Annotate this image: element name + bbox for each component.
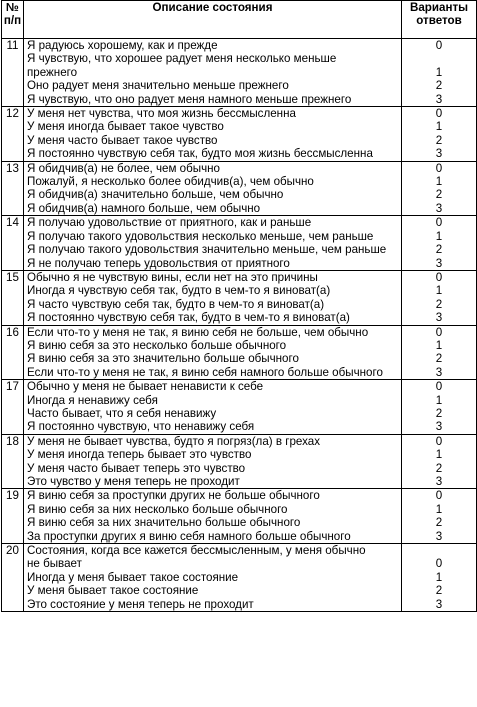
answer-option-value: 1 (435, 175, 443, 189)
question-row (2, 434, 477, 489)
answer-values (402, 161, 477, 216)
answer-option-text: не бывает (27, 557, 82, 571)
answer-descriptions (24, 270, 402, 325)
answer-option-text: Я получаю такого удовольствия значительно меньше, чем раньше (27, 243, 387, 257)
answer-descriptions (24, 380, 402, 435)
answer-option-value: 0 (435, 434, 443, 448)
answer-descriptions (24, 489, 402, 544)
answer-option-text: Состояния, когда все кажется бессмысленным, у меня обычно (27, 544, 366, 558)
answer-option-value: 2 (435, 461, 443, 475)
header-number (2, 1, 24, 39)
question-row (2, 107, 477, 162)
answer-descriptions (24, 107, 402, 162)
answer-option-text: Я чувствую, что оно радует меня намного меньше прежнего (27, 92, 352, 106)
answer-option-value: 3 (435, 529, 443, 543)
answer-option-text: У меня иногда теперь бывает это чувство (27, 448, 252, 462)
answer-option-value: 3 (435, 92, 443, 106)
question-row (2, 161, 477, 216)
answer-option-text: Иногда у меня бывает такое состояние (27, 570, 239, 584)
question-row (2, 380, 477, 435)
answer-option-text: Это состояние у меня теперь не проходит (27, 597, 254, 611)
question-row (2, 325, 477, 380)
answer-option-text: У меня бывает такое состояние (27, 584, 199, 598)
answer-descriptions (24, 325, 402, 380)
answer-option-value: 1 (435, 393, 443, 407)
answer-option-text: Я виню себя за это значительно больше обычного (27, 352, 299, 366)
question-number: 11 (2, 39, 24, 107)
answer-option-text: Это чувство у меня теперь не проходит (27, 475, 240, 488)
answer-descriptions (24, 39, 402, 107)
answer-option-text: Я радуюсь хорошему, как и прежде (27, 39, 218, 52)
answer-option-text: У меня не бывает чувства, будто я погряз(ла) в грехах (27, 434, 321, 448)
answer-option-value: 0 (435, 39, 443, 52)
answer-option-value: 2 (435, 133, 443, 147)
answer-option-value: 2 (435, 243, 443, 257)
answer-option-value: 3 (435, 256, 443, 270)
answer-option-text: Я постоянно чувствую себя так, будто в чем-то я виноват(а) (27, 311, 350, 325)
answer-option-value: 1 (435, 284, 443, 298)
answer-option-value: 0 (435, 557, 443, 571)
answer-option-value: 2 (435, 516, 443, 530)
answer-option-text: Я обидчив(а) значительно больше, чем обычно (27, 188, 284, 202)
question-row (2, 216, 477, 271)
answer-option-value: 3 (435, 147, 443, 161)
answer-values (402, 325, 477, 380)
question-number: 17 (2, 380, 24, 435)
answer-option-text: У меня часто бывает теперь это чувство (27, 461, 246, 475)
answer-option-value: 3 (435, 420, 443, 434)
answer-option-value: 0 (435, 380, 443, 394)
answer-option-value: 0 (435, 270, 443, 284)
answer-option-value: 2 (435, 188, 443, 202)
answer-values (402, 216, 477, 271)
question-row (2, 270, 477, 325)
answer-option-value: 1 (435, 120, 443, 134)
answer-option-text: Оно радует меня значительно меньше прежнего (27, 79, 289, 93)
question-number: 14 (2, 216, 24, 271)
answer-option-text: Я обидчив(а) намного больше, чем обычно (27, 201, 261, 215)
answer-option-text: Я не получаю теперь удовольствия от приятного (27, 256, 290, 270)
header-values-line1: Варианты (409, 1, 469, 14)
answer-value-spacer (402, 52, 476, 65)
answer-option-text: Иногда я ненавижу себя (27, 393, 158, 407)
answer-option-text: Обычно у меня не бывает ненависти к себе (27, 380, 264, 394)
answer-option-text: Часто бывает, что я себя ненавижу (27, 406, 217, 420)
answer-option-value: 2 (435, 297, 443, 311)
answer-option-value: 3 (435, 597, 443, 611)
question-number: 16 (2, 325, 24, 380)
answer-option-value: 0 (435, 216, 443, 230)
answer-option-text: У меня часто бывает такое чувство (27, 133, 218, 147)
answer-option-text: Я получаю удовольствие от приятного, как и раньше (27, 216, 312, 230)
table-header (2, 1, 477, 39)
answer-values (402, 270, 477, 325)
answer-values (402, 489, 477, 544)
answer-option-text: Иногда я чувствую себя так, будто в чем-то я виноват(а) (27, 284, 331, 298)
question-number: 18 (2, 434, 24, 489)
answer-option-value: 0 (435, 107, 443, 121)
question-row (2, 39, 477, 107)
answer-option-value: 0 (435, 489, 443, 503)
header-description: Описание состояния (24, 1, 402, 39)
question-row (2, 489, 477, 544)
questionnaire-table (1, 0, 477, 612)
answer-option-text: Я виню себя за них несколько больше обычного (27, 502, 288, 516)
question-number: 13 (2, 161, 24, 216)
header-values (402, 1, 477, 39)
answer-option-value: 2 (435, 584, 443, 598)
answer-descriptions (24, 161, 402, 216)
answer-option-text: Я виню себя за это несколько больше обычного (27, 338, 287, 352)
answer-descriptions (24, 434, 402, 489)
answer-option-text: Я постоянно чувствую себя так, будто моя жизнь бессмысленна (27, 147, 373, 161)
answer-option-text: Я часто чувствую себя так, будто в чем-то я виноват(а) (27, 297, 325, 311)
answer-option-text: Я виню себя за них значительно больше обычного (27, 516, 301, 530)
header-values-line2: ответов (416, 14, 462, 28)
answer-option-text: Я чувствую, что хорошее радует меня несколько меньше (27, 52, 337, 66)
answer-option-value: 2 (435, 406, 443, 420)
answer-option-value: 0 (435, 161, 443, 175)
answer-option-text: Я обидчив(а) не более, чем обычно (27, 161, 220, 175)
question-number: 20 (2, 544, 24, 612)
question-number: 12 (2, 107, 24, 162)
answer-option-value: 1 (435, 570, 443, 584)
answer-option-value: 1 (435, 502, 443, 516)
answer-option-value: 3 (435, 201, 443, 215)
answer-option-text: Если что-то у меня не так, я виню себя намного больше обычного (27, 365, 383, 379)
answer-option-text: У меня нет чувства, что моя жизнь бессмысленна (27, 107, 296, 121)
answer-descriptions (24, 216, 402, 271)
answer-option-text: Пожалуй, я несколько более обидчив(а), чем обычно (27, 175, 314, 189)
answer-option-text: Если что-то у меня не так, я виню себя не больше, чем обычно (27, 325, 369, 339)
answer-option-value: 3 (435, 365, 443, 379)
answer-values (402, 434, 477, 489)
table-body (2, 39, 477, 612)
answer-option-value: 2 (435, 352, 443, 366)
question-row (2, 544, 477, 612)
answer-option-value: 1 (435, 229, 443, 243)
answer-option-value: 3 (435, 311, 443, 325)
answer-option-value: 3 (435, 475, 443, 488)
answer-option-text: У меня иногда бывает такое чувство (27, 120, 224, 134)
header-number-line1: № (6, 1, 19, 14)
answer-option-value: 1 (435, 65, 443, 79)
answer-option-text: Я постоянно чувствую, что ненавижу себя (27, 420, 255, 434)
answer-values (402, 380, 477, 435)
answer-option-value: 0 (435, 325, 443, 339)
answer-option-text: Я виню себя за проступки других не больше обычного (27, 489, 320, 503)
header-number-line2: п/п (3, 14, 22, 28)
answer-option-value: 1 (435, 338, 443, 352)
question-number: 15 (2, 270, 24, 325)
answer-values (402, 107, 477, 162)
answer-option-value: 1 (435, 448, 443, 462)
question-number: 19 (2, 489, 24, 544)
answer-values (402, 39, 477, 107)
answer-option-text: прежнего (27, 65, 78, 79)
answer-option-text: Обычно я не чувствую вины, если нет на это причины (27, 270, 318, 284)
answer-option-text: За проступки других я виню себя намного больше обычного (27, 529, 351, 543)
answer-value-spacer (402, 544, 476, 557)
answer-descriptions (24, 544, 402, 612)
answer-option-text: Я получаю такого удовольствия несколько меньше, чем раньше (27, 229, 374, 243)
answer-option-value: 2 (435, 79, 443, 93)
answer-values (402, 544, 477, 612)
